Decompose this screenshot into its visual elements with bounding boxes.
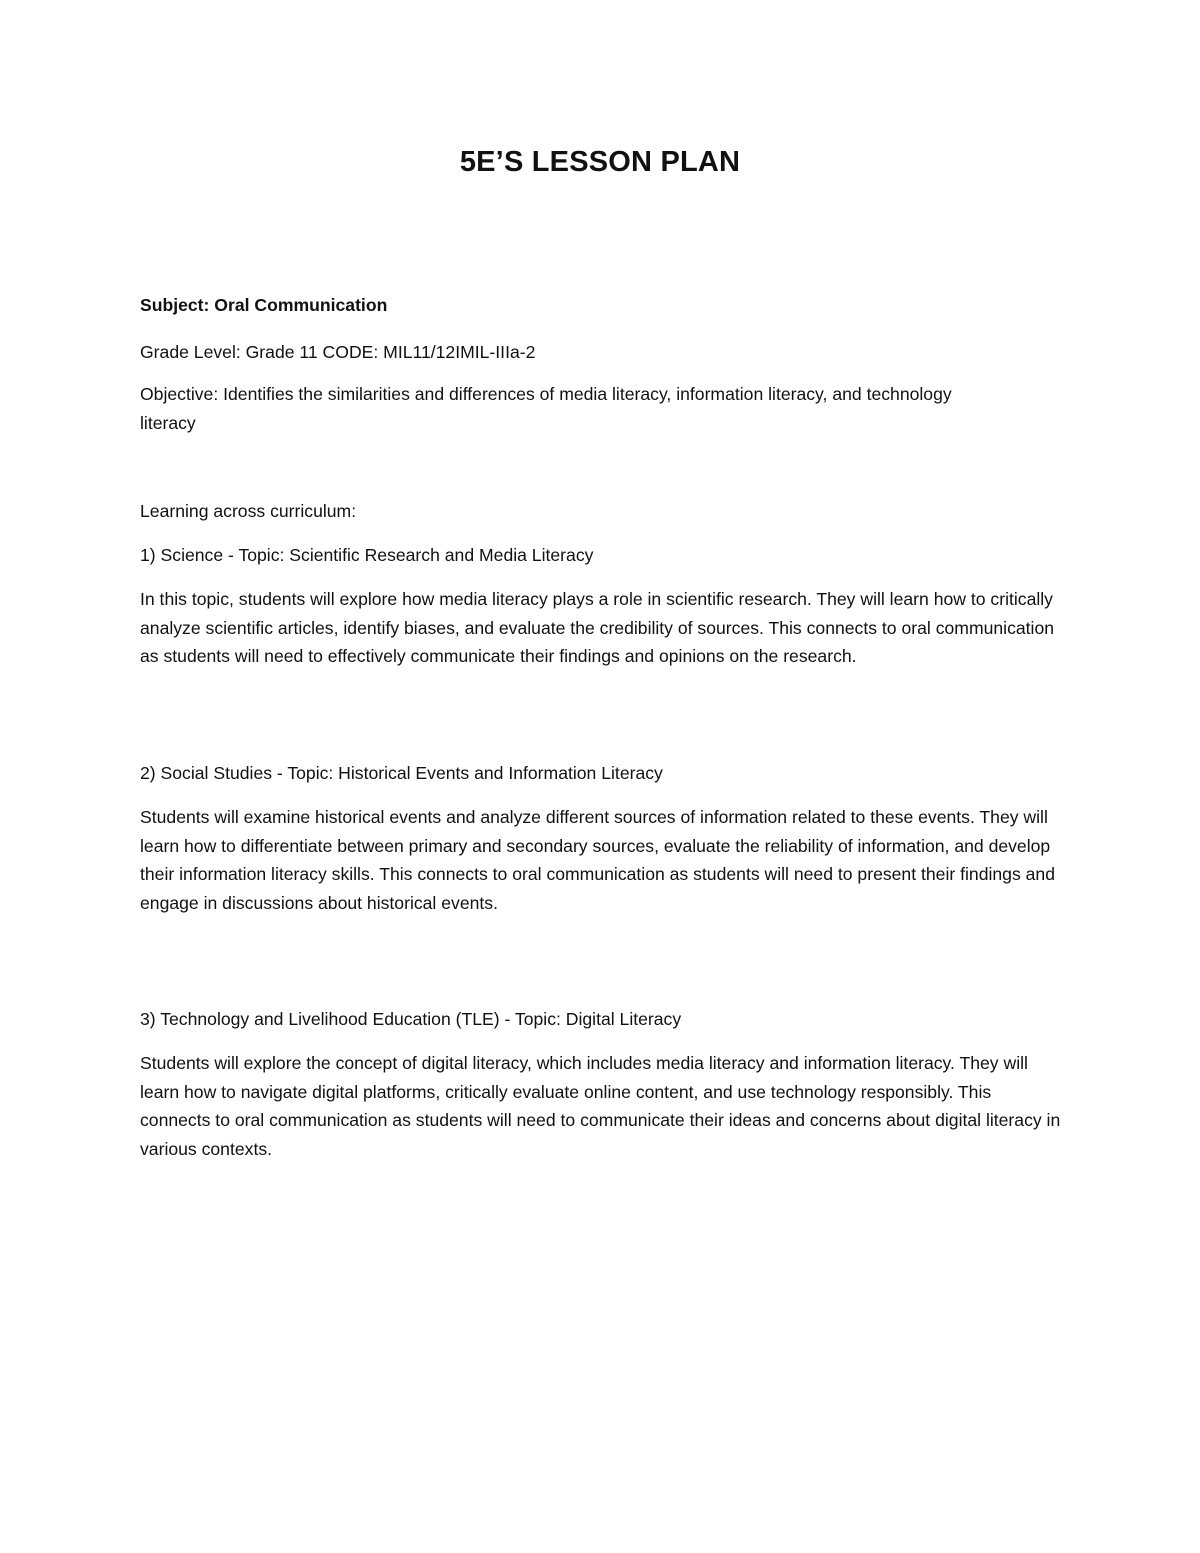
objective-text: Objective: Identifies the similarities and differences of media literacy, information literacy, and technology literacy [140, 384, 952, 433]
learning-across-curriculum-heading: Learning across curriculum: [140, 501, 357, 521]
section-1-heading: 1) Science - Topic: Scientific Research and Media Literacy [140, 545, 594, 565]
section-2-body: Students will examine historical events and analyze different sources of information related to these events. They will learn how to differentiate between primary and secondary sources, evaluate the reliability of information, and develop their information literacy skills. This connects to oral communication as students will need to present their findings and engage in discussions about historical events. [140, 807, 1055, 913]
section-3-heading: 3) Technology and Livelihood Education (TLE) - Topic: Digital Literacy [140, 1009, 682, 1029]
section-3-body: Students will explore the concept of digital literacy, which includes media literacy and information literacy. They will learn how to navigate digital platforms, critically evaluate online content, and use technology responsibly. This connects to oral communication as students will need to communicate their ideas and concerns about digital literacy in various contexts. [140, 1053, 1061, 1159]
subject-line: Subject: Oral Communication [140, 295, 388, 315]
section-1-body: In this topic, students will explore how media literacy plays a role in scientific research. They will learn how to critically analyze scientific articles, identify biases, and evaluate the credibility of sources. This connects to oral communication as students will need to effectively communicate their findings and opinions on the research. [140, 589, 1055, 666]
grade-level-line: Grade Level: Grade 11 CODE: MIL11/12IMIL-IIIa-2 [140, 342, 536, 362]
document-title: 5E’S LESSON PLAN [459, 146, 741, 178]
section-2-heading: 2) Social Studies - Topic: Historical Events and Information Literacy [140, 763, 663, 783]
